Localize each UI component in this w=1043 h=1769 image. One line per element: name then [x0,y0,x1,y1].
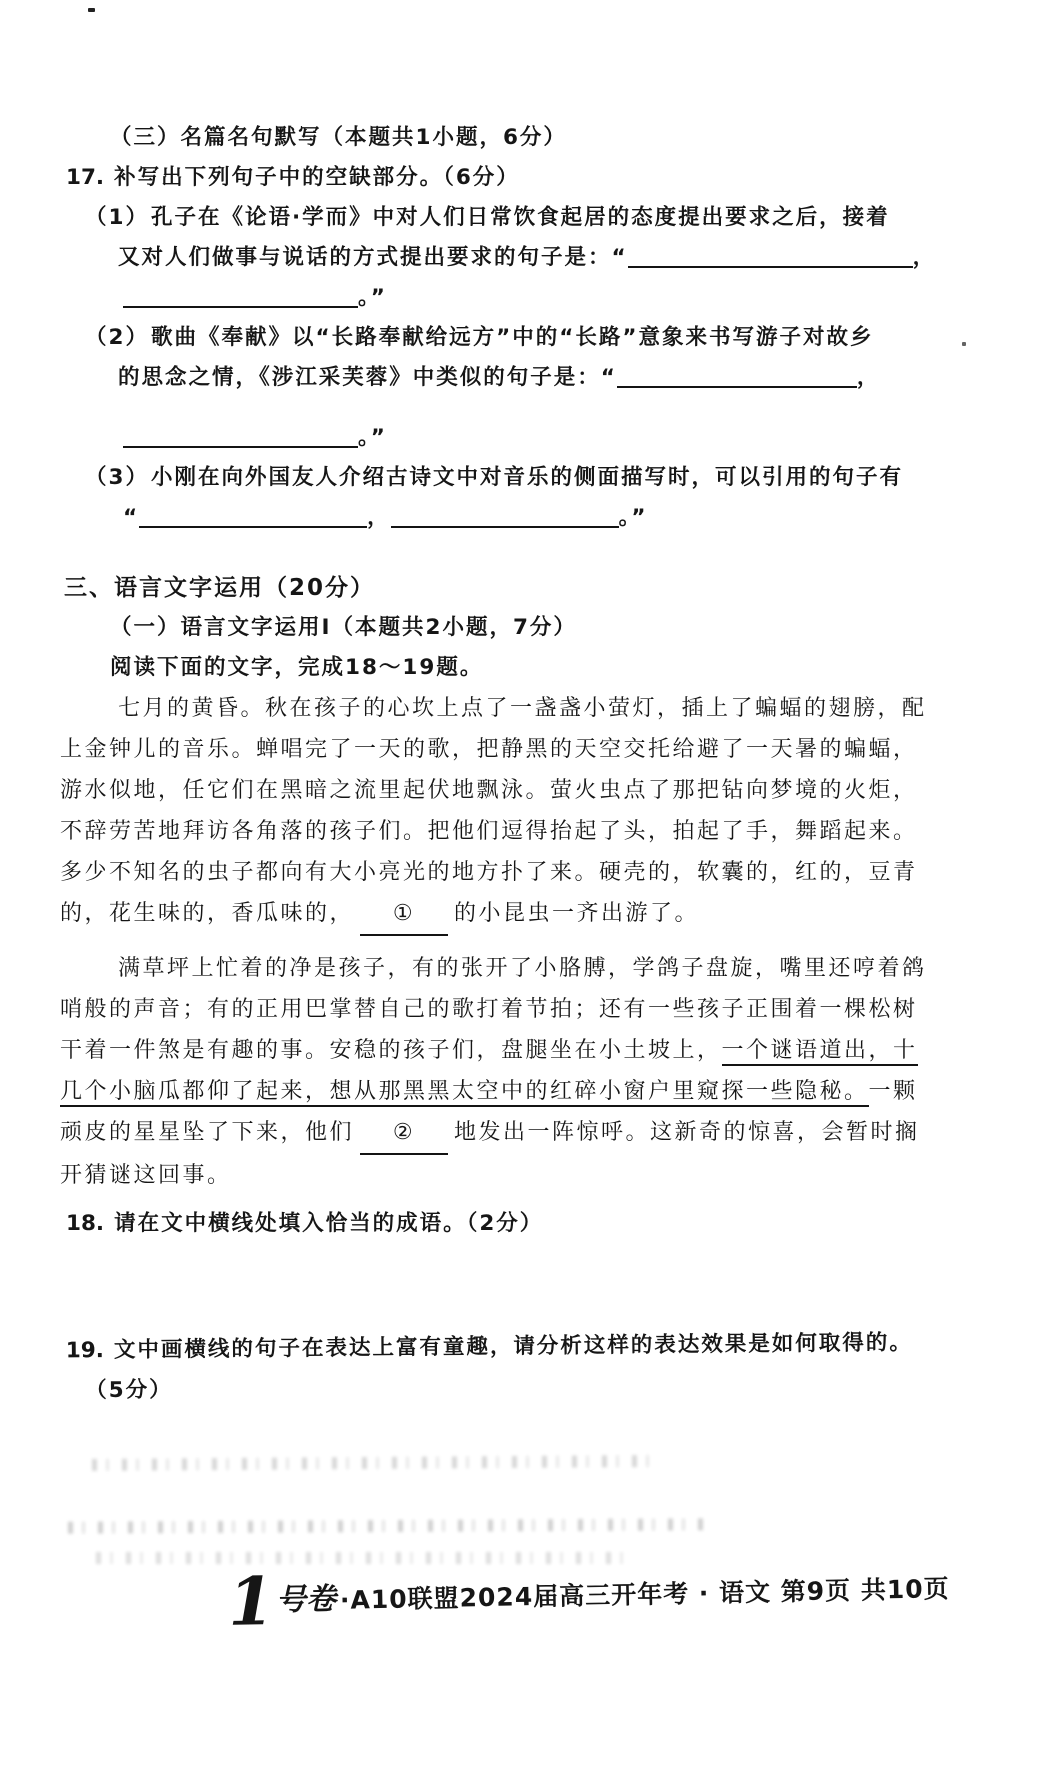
q17-item-3-line2 [123,498,1000,538]
q17-item-1-line1 [85,198,1000,238]
item-1-text: 孔子在《论语·学而》中对人们日常饮食起居的态度提出要求之后，接着 [150,205,890,230]
answer-blank [617,362,857,388]
item-1-label: （1） [85,205,149,230]
fill-blank-2 [360,1112,448,1155]
circled-2-label: ② [392,1120,416,1145]
answer-blank [391,502,619,528]
passage-p2-line6: 开猜谜这回事。 [60,1163,232,1188]
item-2-text2: 的思念之情，《涉江采芙蓉》中类似的句子是：“ [118,365,617,390]
passage-p2-line1: 满草坪上忙着的净是孩子，有的张开了小胳膊，学鸽子盘旋，嘴里还哼着鸽 [118,956,927,981]
p1-line6-text: 的，花生味的，香瓜味的， [60,901,355,926]
item-1-close: 。” [358,285,387,310]
item-2-close: 。” [358,425,387,450]
passage-p2-line5 [60,1112,1000,1155]
fill-blank-1 [360,893,448,936]
p1-line6-tail: 的小昆虫一齐出游了。 [454,901,700,926]
reading-instruction: 阅读下面的文字，完成18～19题。 [110,655,484,680]
passage-p1-line1: 七月的黄昏。秋在孩子的心坎上点了一盏盏小萤灯，插上了蝙蝠的翅膀，配 [118,696,927,721]
passage-p1-line4: 不辞劳苦地拜访各角落的孩子们。把他们逗得抬起了头，拍起了手，舞蹈起来。 [60,819,918,844]
item-3-text: 小刚在向外国友人介绍古诗文中对音乐的侧面描写时，可以引用的句子有 [150,465,903,490]
q17-text: 补写出下列句子中的空缺部分。（6分） [114,165,520,190]
scan-smudge [68,1518,708,1533]
underlined-sentence-part1: 一个谜语道出，十 [722,1038,918,1066]
item-2-label: （2） [85,325,149,350]
passage [60,688,1000,1196]
q17-item-3-line1 [85,458,1000,498]
scan-smudge [92,1455,652,1471]
q19-text: 文中画横线的句子在表达上富有童趣，请分析这样的表达效果是如何取得的。 [113,1330,913,1363]
item-3-open-quote: “ [123,505,140,530]
language-use-part-title: （一）语言文字运用Ⅰ（本题共2小题，7分） [110,615,577,640]
language-use-section-title: 三、语言文字运用（20分） [64,575,376,601]
answer-blank [123,282,358,308]
item-2-comma: ， [856,365,881,390]
item-1-text2: 又对人们做事与说话的方式提出要求的句子是：“ [118,245,628,270]
q17-item-2-line3 [123,418,1000,458]
item-2-text: 歌曲《奉献》以“长路奉献给远方”中的“长路”意象来书写游子对故乡 [150,325,874,350]
page-content [0,118,1000,1412]
q17-stem [66,158,1000,198]
passage-p1-line6 [60,893,1000,936]
q18-stem [66,1204,1000,1244]
passage-p1-line5: 多少不知名的虫子都向有大小亮光的地方扑了来。硬壳的，软囊的，红的，豆青 [60,860,918,885]
passage-p1-line3: 游水似地，任它们在黑暗之流里起伏地飘泳。萤火虫点了那把钻向梦境的火炬， [60,778,918,803]
p2-line5-text: 顽皮的星星坠了下来，他们 [60,1120,355,1145]
p2-line5-tail: 地发出一阵惊呼。这新奇的惊喜，会暂时搁 [454,1120,920,1145]
item-3-label: （3） [85,465,149,490]
item-3-close: 。” [618,505,648,530]
p2-line3-text: 干着一件煞是有趣的事。安稳的孩子们，盘腿坐在小土坡上， [60,1038,722,1063]
brand-name: 号卷 [275,1581,337,1619]
q18-number: 18. [66,1211,105,1236]
q19-block [0,1322,1000,1412]
q17-item-1-line2 [118,238,1000,278]
q17-item-2-line1 [85,318,1000,358]
q19-score: （5分） [85,1377,173,1404]
passage-p1-line2: 上金钟儿的音乐。蝉唱完了一天的歌，把静黑的天空交托给避了一天暑的蝙蝠， [60,737,918,762]
q18-text: 请在文中横线处填入恰当的成语。（2分） [114,1211,544,1236]
item-1-comma: ， [912,245,937,270]
q17-item-2-line2 [118,358,1000,398]
p2-line4-tail: 一颗 [868,1079,918,1104]
scan-smudge [96,1552,636,1564]
q17-number: 17. [66,165,105,190]
item-3-comma: ， [367,505,391,530]
underlined-sentence-part2: 几个小脑瓜都仰了起来，想从那黑黑太空中的红碎小窗户里窥探一些隐秘。 [60,1079,869,1107]
circled-1-label: ① [392,901,416,926]
q19-number: 19. [65,1338,105,1364]
passage-p2-line2: 哨般的声音；有的正用巴掌替自己的歌打着节拍；还有一些孩子正围着一棵松树 [60,997,918,1022]
passage-p2-line4 [60,1071,1000,1112]
q17-item-1-line3 [123,278,1000,318]
answer-blank [628,242,913,268]
passage-p2-line3 [60,1030,1000,1071]
scan-speck [88,8,95,12]
answer-blank [139,502,367,528]
dictation-section-title: （三）名篇名句默写（本题共1小题，6分） [110,125,567,150]
brand-numeral: 1 [227,1562,275,1641]
answer-blank [123,422,358,448]
footer-text: ·A10联盟2024届高三开年考 · 语文 第9页 共10页 [339,1574,950,1615]
page-footer [227,1558,950,1641]
